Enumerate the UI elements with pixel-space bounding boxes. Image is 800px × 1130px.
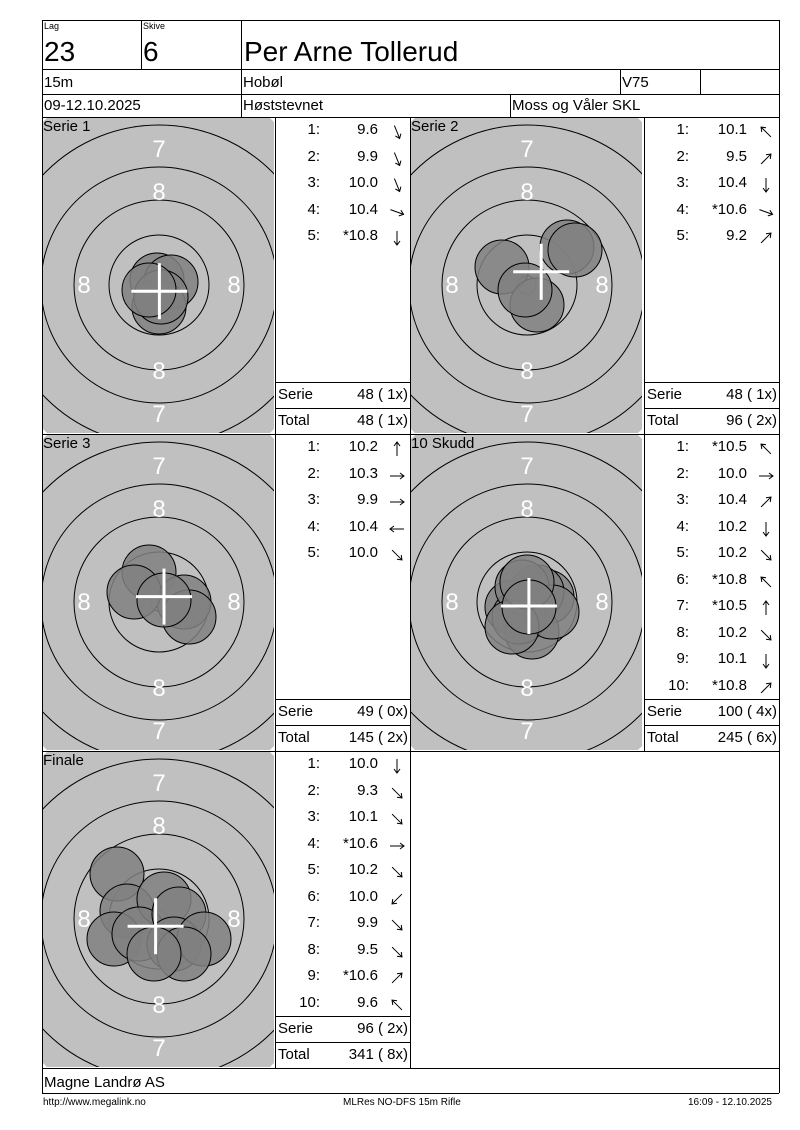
shot-number: 4:: [307, 200, 320, 218]
shot-score: *10.8: [342, 227, 378, 244]
ring-number: 7: [520, 453, 534, 480]
ring-number: 7: [152, 1035, 166, 1062]
serie-value: 48 ( 1x): [357, 386, 408, 403]
direction-arrow-icon: [757, 440, 775, 458]
serie-row: [276, 699, 410, 725]
ring-number: 8: [77, 589, 91, 616]
shot-row: [645, 624, 777, 646]
shot-row: [276, 994, 408, 1016]
serie-value: 96 ( 2x): [357, 1020, 408, 1037]
ring-number: 7: [152, 770, 166, 797]
panel-title: Serie 2: [411, 118, 459, 135]
serie-label: Serie: [278, 703, 314, 720]
shot-row: [276, 941, 408, 963]
shot-number: 7:: [676, 597, 689, 614]
serie-value: 100 ( 4x): [717, 703, 777, 720]
shot-row: [276, 438, 408, 460]
shot-score: 10.0: [348, 174, 378, 191]
direction-arrow-icon: [388, 969, 406, 987]
shot-score: 10.4: [348, 200, 378, 218]
shot-score: 10.0: [348, 544, 378, 561]
shot-number: 1:: [676, 438, 689, 455]
shot-score: 10.1: [717, 121, 747, 138]
shot-number: 2:: [676, 147, 689, 165]
target-3: [43, 435, 274, 750]
direction-arrow-icon: [388, 996, 406, 1014]
shot-number: 8:: [676, 623, 689, 641]
direction-arrow-icon: [388, 520, 406, 538]
shot-score: 9.6: [357, 121, 378, 138]
direction-arrow-icon: [388, 916, 406, 934]
ring-number: 8: [520, 179, 534, 206]
shot-row: [276, 914, 408, 936]
club: Moss og Våler SKL: [512, 97, 641, 114]
serie-row: [645, 382, 779, 408]
shot-number: 1:: [307, 755, 320, 772]
ring-number: 8: [77, 272, 91, 299]
total-row: [645, 408, 779, 434]
target-5: [43, 752, 274, 1067]
direction-arrow-icon: [388, 784, 406, 802]
direction-arrow-icon: [388, 837, 406, 855]
shot-number: 2:: [307, 781, 320, 799]
shot-number: 2:: [676, 464, 689, 482]
ring-number: 8: [152, 992, 166, 1019]
shot-score: 10.0: [348, 755, 378, 772]
shot-score: 9.5: [726, 147, 747, 165]
ring-number: 8: [595, 272, 609, 299]
skive-label: Skive: [143, 21, 166, 31]
shot-hole: [548, 223, 602, 277]
shot-number: 3:: [307, 491, 320, 508]
direction-arrow-icon: [757, 679, 775, 697]
place: Hobøl: [243, 74, 284, 91]
shot-score: *10.8: [711, 570, 747, 588]
total-value: 145 ( 2x): [348, 729, 408, 746]
target-face: [43, 435, 274, 750]
shot-list: [276, 118, 410, 434]
target-face: [411, 435, 642, 750]
shot-score: 9.2: [726, 227, 747, 244]
class: V75: [622, 74, 649, 91]
direction-arrow-icon: [388, 810, 406, 828]
shot-row: [276, 888, 408, 910]
shot-score: 10.2: [717, 544, 747, 561]
ring-number: 8: [152, 179, 166, 206]
target-1: [43, 118, 274, 433]
ring-number: 7: [152, 401, 166, 428]
ring-number: 8: [152, 358, 166, 385]
shot-score: 10.1: [717, 650, 747, 667]
shot-row: [645, 227, 777, 249]
ring-number: 7: [152, 136, 166, 163]
shot-number: 9:: [676, 650, 689, 667]
shot-number: 10:: [668, 676, 689, 694]
total-value: 48 ( 1x): [357, 412, 408, 429]
shooter-name: Per Arne Tollerud: [244, 36, 459, 67]
ring-number: 8: [445, 272, 459, 299]
total-value: 341 ( 8x): [348, 1046, 408, 1063]
direction-arrow-icon: [388, 229, 406, 247]
shot-score: 9.9: [357, 491, 378, 508]
print-timestamp: 16:09 - 12.10.2025: [688, 1097, 772, 1108]
serie-row: [645, 699, 779, 725]
shot-list: [645, 118, 779, 434]
total-row: [276, 408, 410, 434]
serie-value: 49 ( 0x): [357, 703, 408, 720]
shot-row: [276, 491, 408, 513]
serie-label: Serie: [278, 386, 314, 403]
total-label: Total: [278, 1046, 310, 1063]
shot-number: 7:: [307, 914, 320, 931]
shot-score: 9.9: [357, 147, 378, 165]
shot-number: 4:: [307, 517, 320, 535]
ring-number: 8: [227, 272, 241, 299]
shot-score: *10.5: [711, 438, 747, 455]
shot-row: [645, 597, 777, 619]
shot-number: 10:: [299, 993, 320, 1011]
ring-number: 8: [152, 813, 166, 840]
ring-number: 8: [152, 675, 166, 702]
shot-number: 5:: [676, 544, 689, 561]
shot-number: 3:: [676, 491, 689, 508]
shot-score: *10.5: [711, 597, 747, 614]
total-row: [276, 1042, 410, 1068]
shot-row: [276, 465, 408, 487]
shot-score: *10.8: [711, 676, 747, 694]
shot-row: [276, 755, 408, 777]
shot-score: 10.0: [348, 887, 378, 905]
direction-arrow-icon: [757, 573, 775, 591]
shot-number: 1:: [676, 121, 689, 138]
direction-arrow-icon: [388, 863, 406, 881]
shot-number: 5:: [307, 227, 320, 244]
shot-score: 10.2: [717, 517, 747, 535]
direction-arrow-icon: [757, 493, 775, 511]
shot-number: 3:: [676, 174, 689, 191]
shot-row: [645, 121, 777, 143]
shot-score: 9.5: [357, 940, 378, 958]
direction-arrow-icon: [757, 599, 775, 617]
ring-number: 8: [445, 589, 459, 616]
serie-label: Serie: [647, 386, 683, 403]
direction-arrow-icon: [388, 150, 406, 168]
shot-number: 5:: [307, 544, 320, 561]
direction-arrow-icon: [388, 493, 406, 511]
shot-number: 4:: [676, 200, 689, 218]
shot-row: [276, 174, 408, 196]
shot-row: [645, 544, 777, 566]
total-row: [276, 725, 410, 751]
shot-list: [645, 435, 779, 751]
direction-arrow-icon: [757, 626, 775, 644]
direction-arrow-icon: [757, 203, 775, 221]
direction-arrow-icon: [388, 203, 406, 221]
shot-number: 4:: [307, 834, 320, 852]
direction-arrow-icon: [388, 943, 406, 961]
target-face: [43, 752, 274, 1067]
total-row: [645, 725, 779, 751]
shot-score: 10.4: [717, 491, 747, 508]
shot-score: *10.6: [711, 200, 747, 218]
direction-arrow-icon: [388, 123, 406, 141]
shot-row: [645, 174, 777, 196]
website-url: http://www.megalink.no: [43, 1097, 146, 1108]
shot-row: [645, 518, 777, 540]
direction-arrow-icon: [388, 440, 406, 458]
event: Høststevnet: [243, 97, 324, 114]
serie-label: Serie: [278, 1020, 314, 1037]
shot-score: 10.2: [348, 861, 378, 878]
shot-number: 5:: [307, 861, 320, 878]
target-2: [411, 118, 642, 433]
direction-arrow-icon: [388, 546, 406, 564]
panel-title: Finale: [43, 752, 84, 769]
shot-number: 3:: [307, 808, 320, 825]
ring-number: 7: [520, 401, 534, 428]
shot-row: [645, 571, 777, 593]
direction-arrow-icon: [757, 176, 775, 194]
shot-score: 10.2: [717, 623, 747, 641]
shot-hole: [127, 927, 181, 981]
direction-arrow-icon: [388, 890, 406, 908]
serie-label: Serie: [647, 703, 683, 720]
shot-score: 10.0: [717, 464, 747, 482]
serie-value: 48 ( 1x): [726, 386, 777, 403]
shot-number: 4:: [676, 517, 689, 535]
shot-row: [276, 782, 408, 804]
shot-row: [645, 677, 777, 699]
shot-row: [276, 861, 408, 883]
shot-number: 8:: [307, 940, 320, 958]
ring-number: 8: [520, 675, 534, 702]
shot-number: 5:: [676, 227, 689, 244]
shot-row: [645, 201, 777, 223]
target-4: [411, 435, 642, 750]
company-name: Magne Landrø AS: [44, 1074, 165, 1091]
shot-number: 2:: [307, 147, 320, 165]
shot-row: [276, 835, 408, 857]
target-face: [411, 118, 642, 433]
direction-arrow-icon: [757, 652, 775, 670]
total-label: Total: [647, 729, 679, 746]
ring-number: 7: [152, 718, 166, 745]
direction-arrow-icon: [388, 467, 406, 485]
shot-score: 10.1: [348, 808, 378, 825]
date: 09-12.10.2025: [44, 97, 141, 114]
shot-number: 3:: [307, 174, 320, 191]
shot-score: 9.9: [357, 914, 378, 931]
target-face: [43, 118, 274, 433]
ring-number: 7: [520, 718, 534, 745]
shot-number: 6:: [676, 570, 689, 588]
total-value: 245 ( 6x): [717, 729, 777, 746]
shot-row: [276, 227, 408, 249]
panel-title: Serie 1: [43, 118, 91, 135]
ring-number: 8: [152, 496, 166, 523]
direction-arrow-icon: [757, 123, 775, 141]
shot-row: [276, 518, 408, 540]
shot-row: [645, 650, 777, 672]
distance: 15m: [44, 74, 74, 91]
shot-row: [276, 544, 408, 566]
shot-number: 1:: [307, 438, 320, 455]
direction-arrow-icon: [757, 546, 775, 564]
shot-number: 1:: [307, 121, 320, 138]
program-name: MLRes NO-DFS 15m Rifle: [343, 1097, 461, 1108]
shot-row: [276, 201, 408, 223]
total-value: 96 ( 2x): [726, 412, 777, 429]
ring-number: 8: [77, 906, 91, 933]
ring-number: 8: [520, 496, 534, 523]
skive-value: 6: [143, 36, 159, 67]
shot-row: [645, 491, 777, 513]
shot-number: 9:: [307, 967, 320, 984]
ring-number: 8: [520, 358, 534, 385]
direction-arrow-icon: [388, 757, 406, 775]
shot-score: 9.3: [357, 781, 378, 799]
direction-arrow-icon: [388, 176, 406, 194]
panel-title: 10 Skudd: [411, 435, 475, 452]
ring-number: 8: [595, 589, 609, 616]
total-label: Total: [278, 412, 310, 429]
shot-number: 6:: [307, 887, 320, 905]
serie-row: [276, 382, 410, 408]
direction-arrow-icon: [757, 467, 775, 485]
shot-list: [276, 435, 410, 751]
serie-row: [276, 1016, 410, 1042]
shot-row: [276, 967, 408, 989]
shot-row: [276, 808, 408, 830]
shot-score: *10.6: [342, 967, 378, 984]
ring-number: 7: [152, 453, 166, 480]
shot-row: [645, 465, 777, 487]
shot-row: [645, 438, 777, 460]
lag-value: 23: [44, 36, 76, 67]
panel-title: Serie 3: [43, 435, 91, 452]
shot-row: [276, 121, 408, 143]
ring-number: 8: [227, 906, 241, 933]
lag-label: Lag: [44, 21, 60, 31]
shot-row: [276, 148, 408, 170]
shot-row: [645, 148, 777, 170]
direction-arrow-icon: [757, 520, 775, 538]
shot-number: 2:: [307, 464, 320, 482]
shot-score: 10.3: [348, 464, 378, 482]
ring-number: 8: [227, 589, 241, 616]
total-label: Total: [647, 412, 679, 429]
shot-score: *10.6: [342, 834, 378, 852]
direction-arrow-icon: [757, 229, 775, 247]
direction-arrow-icon: [757, 150, 775, 168]
ring-number: 7: [520, 136, 534, 163]
shot-list: [276, 752, 410, 1068]
total-label: Total: [278, 729, 310, 746]
shot-score: 10.4: [348, 517, 378, 535]
shot-score: 10.4: [717, 174, 747, 191]
shot-score: 10.2: [348, 438, 378, 455]
shot-score: 9.6: [357, 993, 378, 1011]
